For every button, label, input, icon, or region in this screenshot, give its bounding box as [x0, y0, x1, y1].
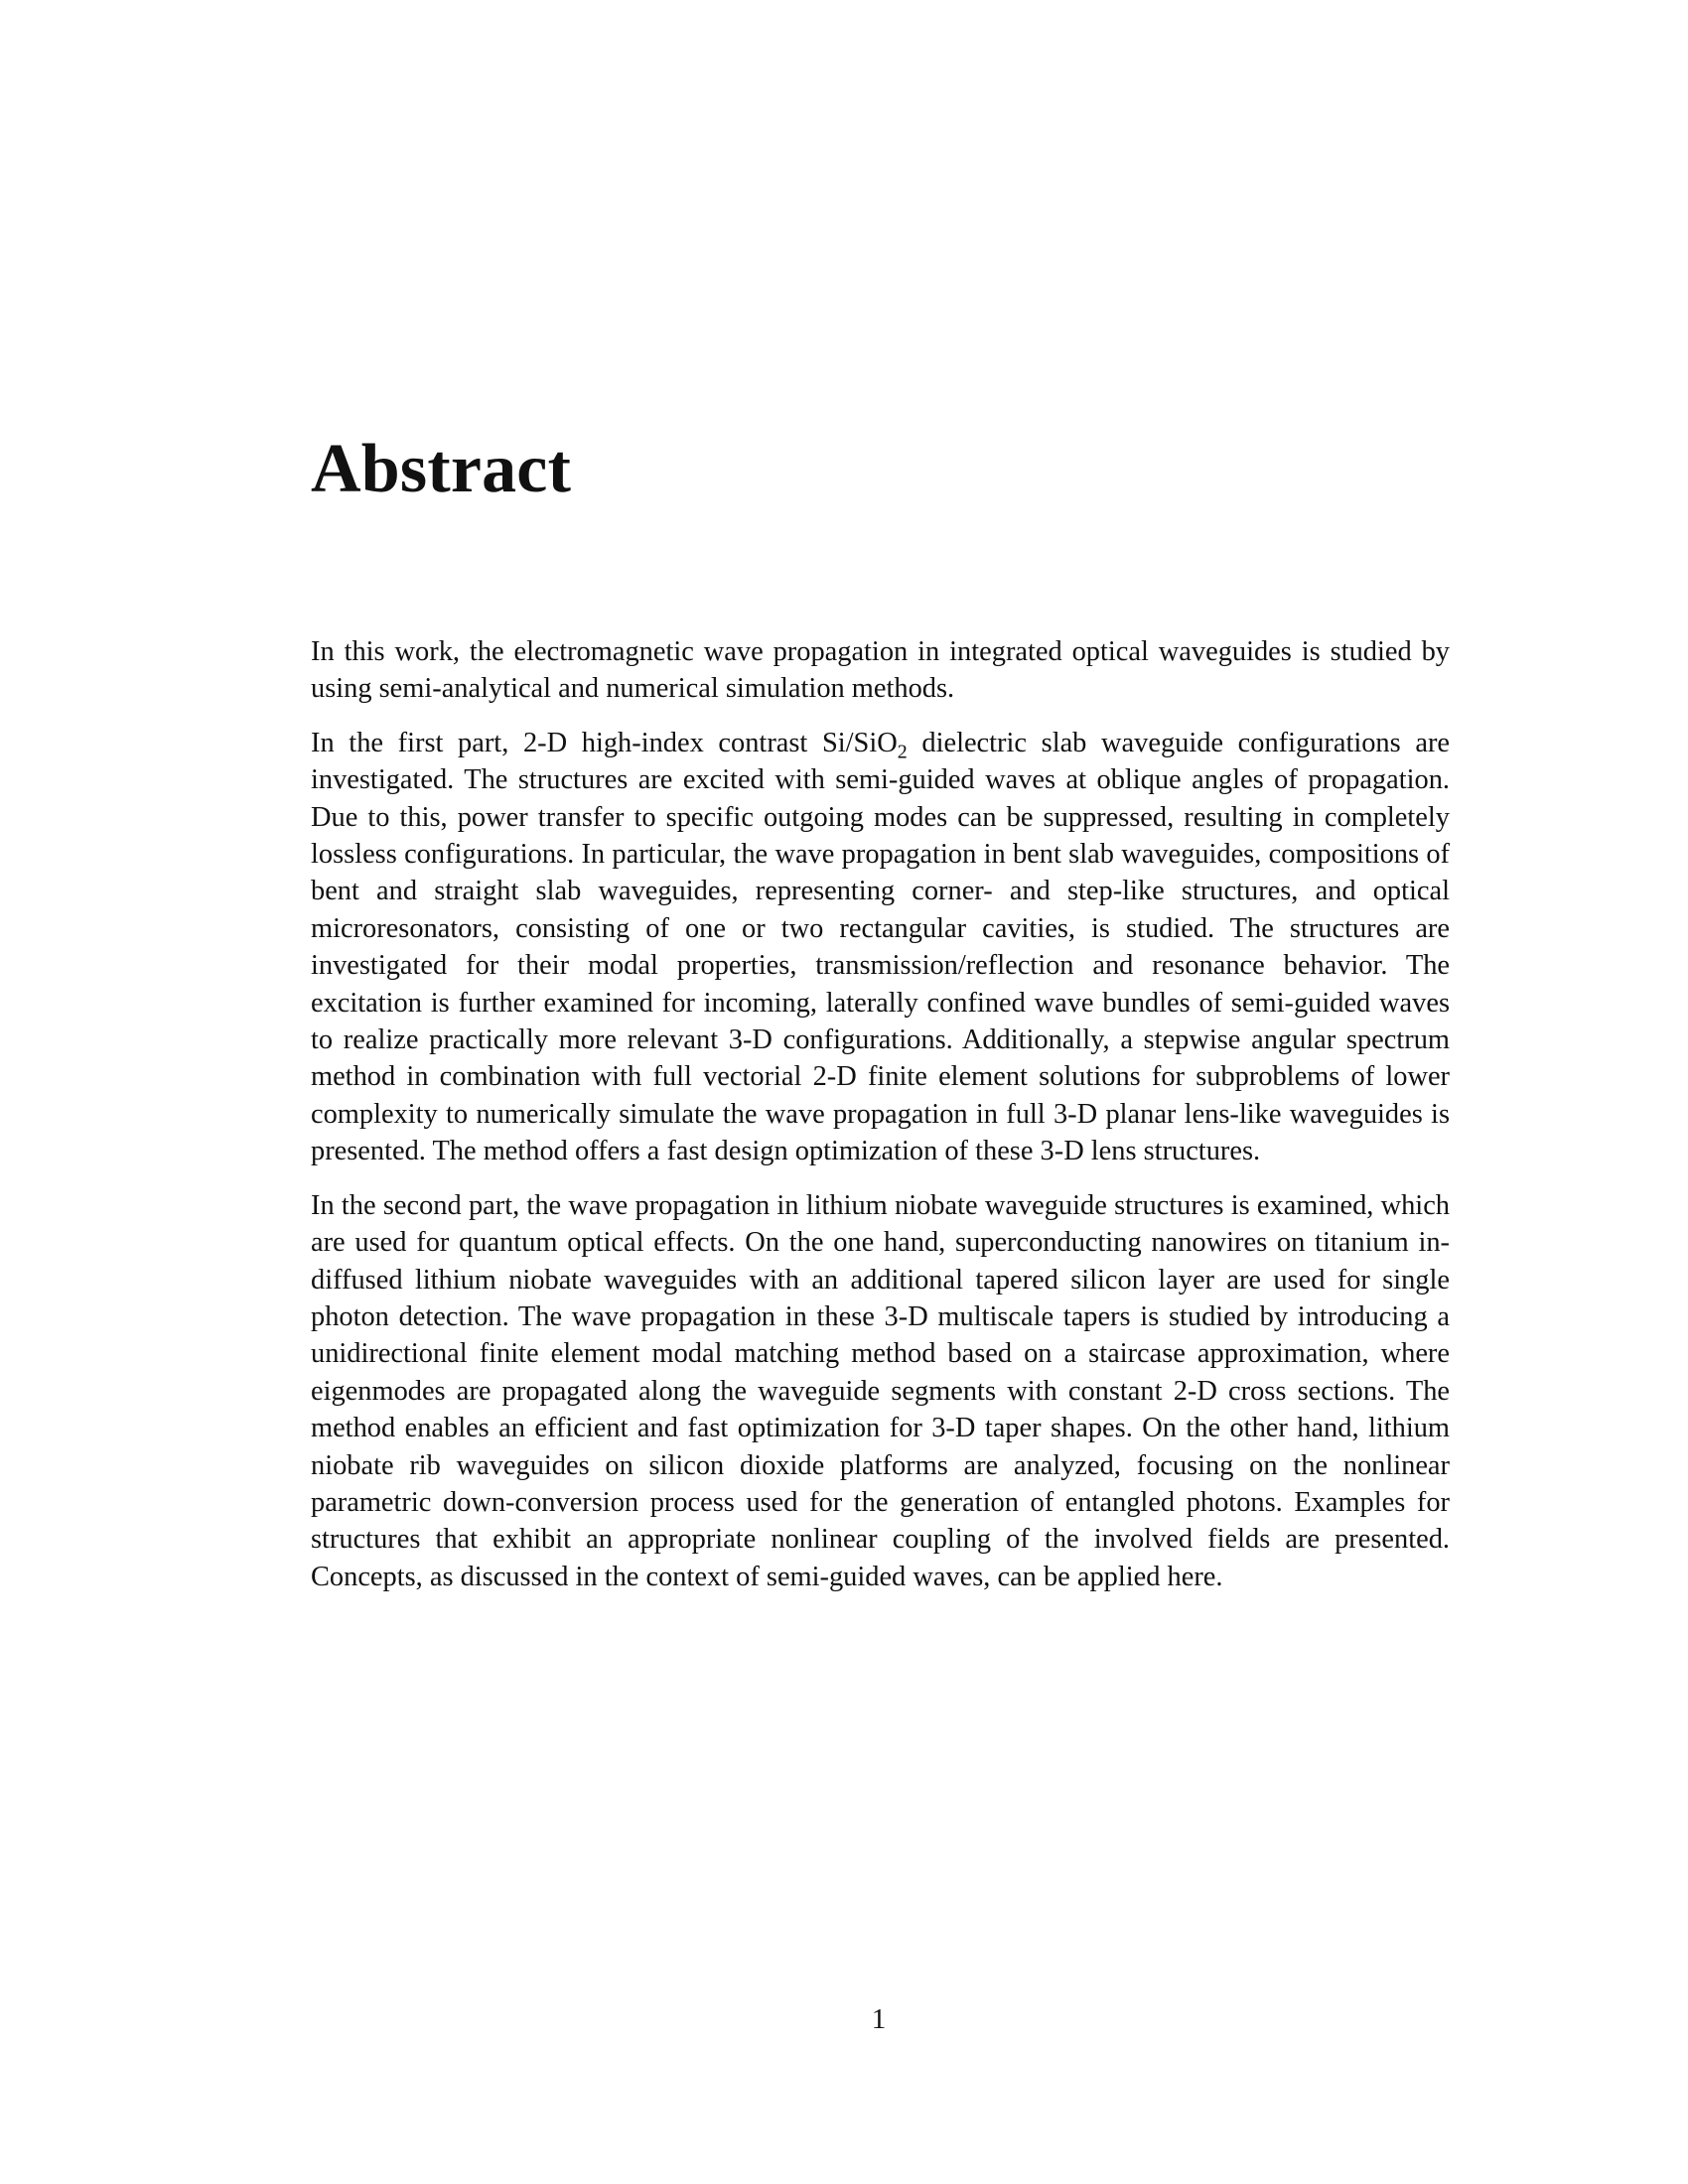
page-number: 1 — [871, 2003, 887, 2035]
subscript-2: 2 — [897, 741, 908, 763]
paragraph-second-part: In the second part, the wave propagation in lithium niobate waveguide structures is examined, which are used for quantum optical effects. On the one hand, superconducting nanowires on titanium in-diffused lithium niobate waveguides with an additional tapered silicon layer are used for single photon detection. The wave propagation in these 3-D multiscale tapers is studied by introducing a unidirectional finite element modal matching method based on a staircase approximation, where eigenmodes are propagated along the waveguide segments with constant 2-D cross sections. The method enables an efficient and fast optimization for 3-D taper shapes. On the other hand, lithium niobate rib waveguides on silicon dioxide platforms are analyzed, focusing on the nonlinear parametric down-conversion process used for the generation of entangled photons. Examples for structures that exhibit an appropriate nonlinear coupling of the involved fields are presented. Concepts, as discussed in the context of semi-guided waves, can be applied here. — [311, 1189, 1450, 1592]
paragraph-intro: In this work, the electromagnetic wave propagation in integrated optical waveguides is studied by using semi-analytical and numerical simulation methods. — [311, 636, 1450, 705]
paragraph-first-part-rest: dielectric slab waveguide configurations are investigated. The structures are excited with semi-guided waves at oblique angles of propagation. Due to this, power transfer to specific outgoing modes can be suppressed, resulting in completely lossless configurations. In particular, the wave propagation in bent slab waveguides, compositions of bent and straight slab waveguides, representing corner- and step-like structures, and optical microresonators, consisting of one or two rectangular cavities, is studied. The structures are investigated for their modal properties, transmission/reflection and resonance behavior. The excitation is further examined for incoming, laterally confined wave bundles of semi-guided waves to realize practically more relevant 3-D configurations. Additionally, a stepwise angular spectrum method in combination with full vectorial 2-D finite element solutions for subproblems of lower complexity to numerically simulate the wave propagation in full 3-D planar lens-like waveguides is presented. The method offers a fast design optimization of these 3-D lens structures. — [311, 727, 1450, 1167]
abstract-body — [311, 633, 1450, 1612]
paragraph-first-part-start: In the first part, 2-D high-index contrast Si/SiO — [311, 727, 898, 758]
page-title: Abstract — [311, 431, 572, 507]
paragraph-first-part — [311, 725, 1450, 1170]
